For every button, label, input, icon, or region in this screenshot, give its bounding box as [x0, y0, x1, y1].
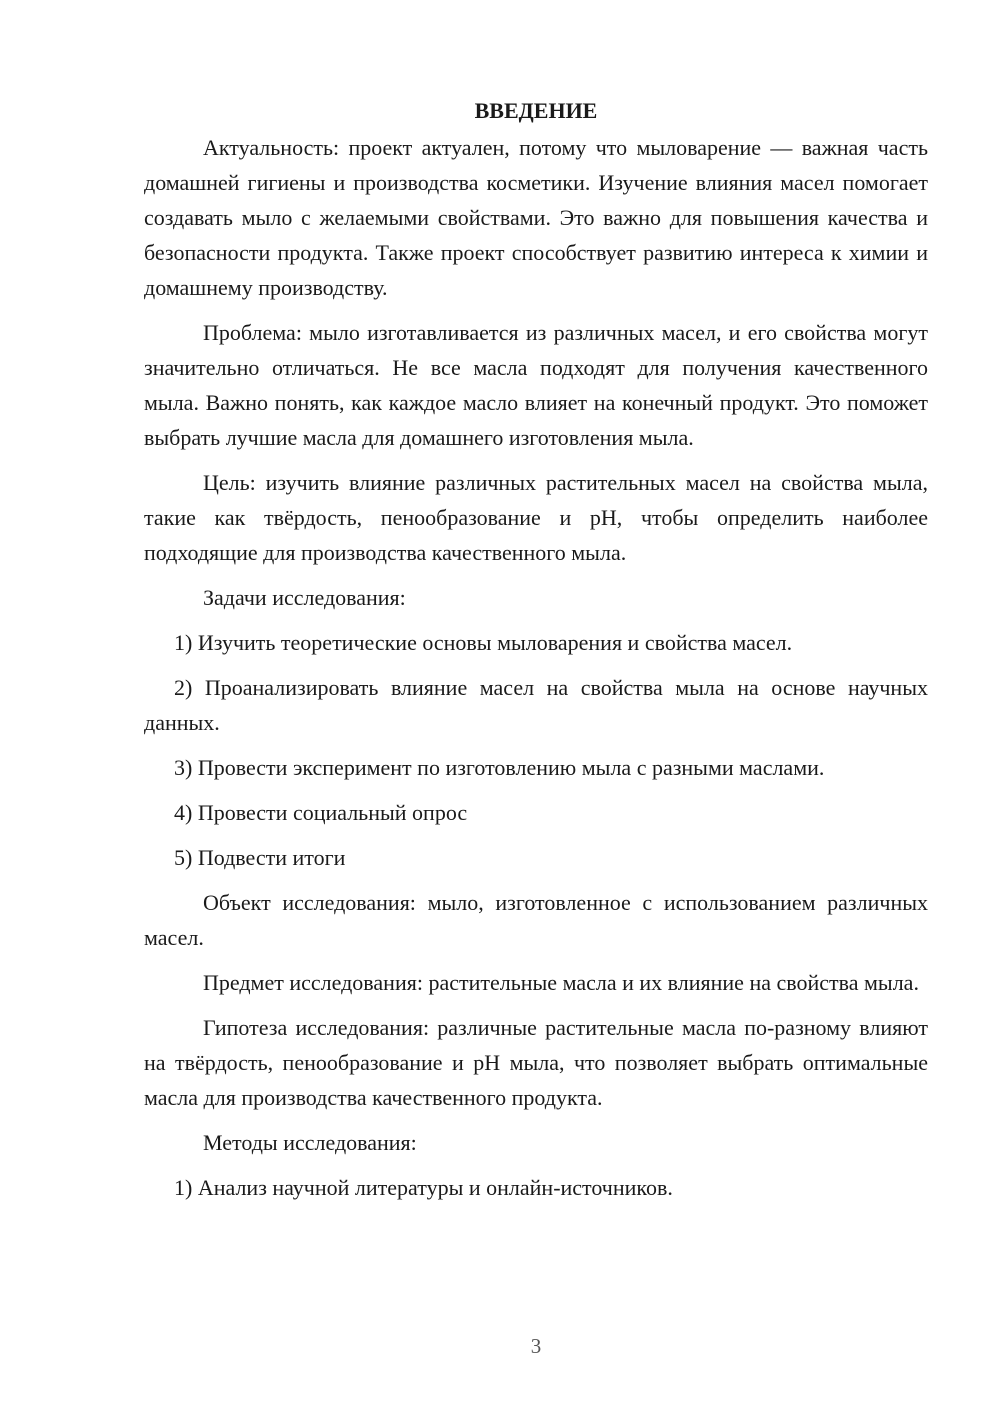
section-title: ВВЕДЕНИЕ [474, 98, 598, 123]
task-item-2: 2) Проанализировать влияние масел на свойства мыла на основе научных данных. [144, 675, 928, 735]
task-item-3: 3) Провести эксперимент по изготовлению мыла с разными маслами. [174, 755, 825, 780]
page-number: 3 [530, 1334, 542, 1358]
subject-paragraph: Предмет исследования: растительные масла и их влияние на свойства мыла. [203, 970, 919, 995]
document-page [144, 96, 928, 1215]
hypothesis-paragraph: Гипотеза исследования: различные растительные масла по-разному влияют на твёрдость, пенообразование и pH мыла, что позволяет выбрать оптимальные масла для производства качественного продукта. [144, 1015, 928, 1110]
task-item-1: 1) Изучить теоретические основы мыловарения и свойства масел. [174, 630, 793, 655]
tasks-heading: Задачи исследования: [203, 585, 406, 610]
method-item-1: 1) Анализ научной литературы и онлайн-источников. [174, 1175, 673, 1200]
object-paragraph: Объект исследования: мыло, изготовленное с использованием различных масел. [144, 890, 928, 950]
relevance-paragraph: Актуальность: проект актуален, потому что мыловарение — важная часть домашней гигиены и производства косметики. Изучение влияния масел помогает создавать мыло с желаемыми свойствами. Это важно для повышения качества и безопасности продукта. Также проект способствует развитию интереса к химии и домашнему производству. [144, 135, 928, 300]
task-item-4: 4) Провести социальный опрос [174, 800, 468, 825]
task-item-5: 5) Подвести итоги [174, 845, 346, 870]
problem-paragraph: Проблема: мыло изготавливается из различных масел, и его свойства могут значительно отличаться. Не все масла подходят для получения качественного мыла. Важно понять, как каждое масло влияет на конечный продукт. Это поможет выбрать лучшие масла для домашнего изготовления мыла. [144, 320, 928, 450]
goal-paragraph: Цель: изучить влияние различных растительных масел на свойства мыла, такие как твёрдость, пенообразование и pH, чтобы определить наиболее подходящие для производства качественного мыла. [144, 470, 928, 565]
methods-heading: Методы исследования: [203, 1130, 417, 1155]
